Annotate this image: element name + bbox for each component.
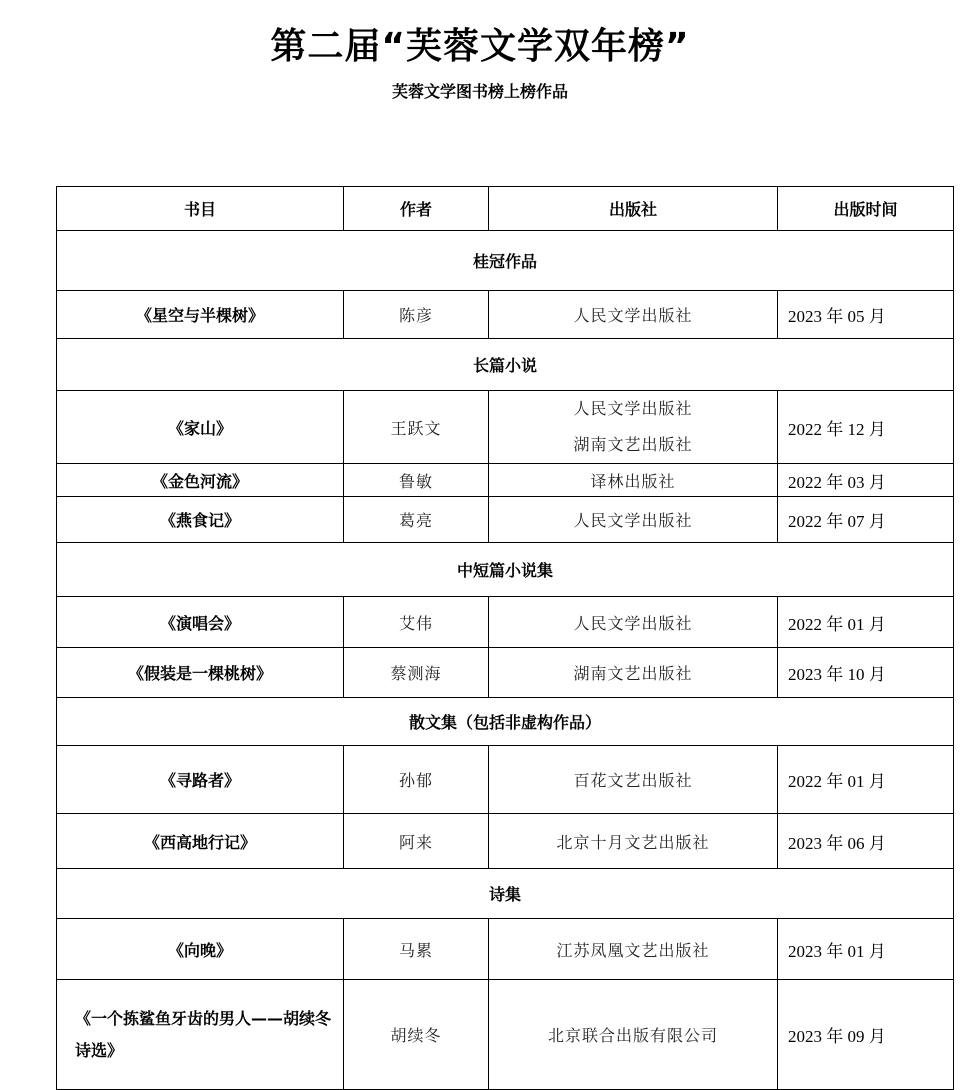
publish-date: 2022 年 07 月 [778,497,954,543]
author: 胡续冬 [344,980,489,1090]
table-row [57,746,954,814]
author: 阿来 [344,814,489,869]
table-row [57,597,954,648]
category-essays: 散文集（包括非虚构作品） [57,698,954,746]
publish-date: 2022 年 01 月 [778,746,954,814]
publisher-line: 湖南文艺出版社 [573,435,693,454]
publisher: 江苏凤凰文艺出版社 [489,919,778,980]
author: 艾伟 [344,597,489,648]
author: 王跃文 [344,391,489,464]
book-title: 《向晚》 [57,919,344,980]
publish-date: 2022 年 12 月 [778,391,954,464]
publisher [489,391,778,464]
page-subtitle: 芙蓉文学图书榜上榜作品 [391,82,568,101]
category-novel: 长篇小说 [57,339,954,391]
table-row [57,919,954,980]
publisher: 人民文学出版社 [489,291,778,339]
header-date: 出版时间 [778,187,954,231]
book-title: 《星空与半棵树》 [57,291,344,339]
table-header-row [57,187,954,231]
author: 葛亮 [344,497,489,543]
publisher-line: 人民文学出版社 [573,399,693,418]
author: 蔡测海 [344,648,489,698]
table-row [57,648,954,698]
book-title: 《演唱会》 [57,597,344,648]
book-title: 《家山》 [57,391,344,464]
table-row [57,814,954,869]
header-publisher: 出版社 [489,187,778,231]
author: 孙郁 [344,746,489,814]
category-poetry: 诗集 [57,869,954,919]
book-title: 《假装是一棵桃树》 [57,648,344,698]
header-author: 作者 [344,187,489,231]
table-row [57,980,954,1090]
book-title: 《西高地行记》 [57,814,344,869]
table-row [57,464,954,497]
category-laureate: 桂冠作品 [57,231,954,291]
table-row [57,291,954,339]
publish-date: 2022 年 03 月 [778,464,954,497]
table-row [57,497,954,543]
publish-date: 2023 年 09 月 [778,980,954,1090]
category-row [57,339,954,391]
category-row [57,543,954,597]
book-title: 《燕食记》 [57,497,344,543]
category-row [57,869,954,919]
publish-date: 2023 年 05 月 [778,291,954,339]
category-short-stories: 中短篇小说集 [57,543,954,597]
book-title: 《寻路者》 [57,746,344,814]
publisher: 人民文学出版社 [489,497,778,543]
publish-date: 2023 年 01 月 [778,919,954,980]
author: 马累 [344,919,489,980]
category-row [57,231,954,291]
header-book: 书目 [57,187,344,231]
author: 鲁敏 [344,464,489,497]
category-row [57,698,954,746]
author: 陈彦 [344,291,489,339]
publisher: 百花文艺出版社 [489,746,778,814]
book-title: 《金色河流》 [57,464,344,497]
publisher: 北京十月文艺出版社 [489,814,778,869]
publish-date: 2022 年 01 月 [778,597,954,648]
publish-date: 2023 年 10 月 [778,648,954,698]
publish-date: 2023 年 06 月 [778,814,954,869]
publisher: 译林出版社 [489,464,778,497]
publisher: 人民文学出版社 [489,597,778,648]
award-table [56,186,954,1090]
page-title: 第二届“芙蓉文学双年榜” [270,26,690,67]
publisher: 北京联合出版有限公司 [489,980,778,1090]
book-title: 《一个拣鲨鱼牙齿的男人——胡续冬诗选》 [57,980,344,1090]
publisher: 湖南文艺出版社 [489,648,778,698]
table-row [57,391,954,464]
